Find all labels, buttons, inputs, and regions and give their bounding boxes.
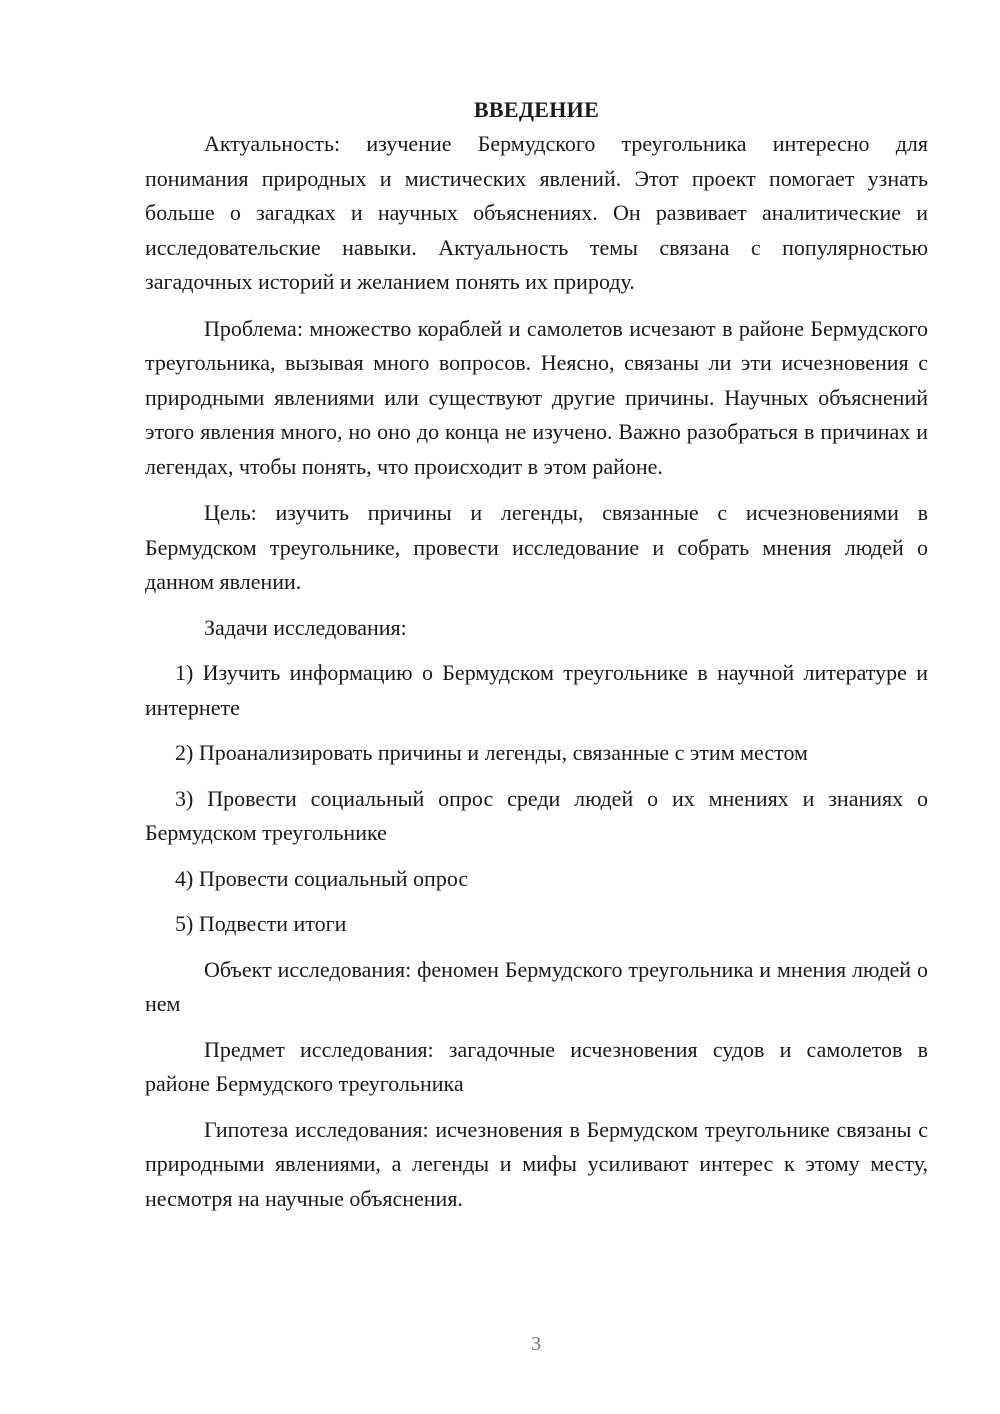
subject-paragraph: Предмет исследования: загадочные исчезновения судов и самолетов в районе Бермудского треугольника [145, 1036, 928, 1096]
object-paragraph: Объект исследования: феномен Бермудского треугольника и мнения людей о нем [145, 956, 928, 1016]
problem-paragraph: Проблема: множество кораблей и самолетов исчезают в районе Бермудского треугольника, вызывая много вопросов. Неясно, связаны ли эти исчезновения с природными явлениями или существуют другие причины. Научных объяснений этого явления много, но оно до конца не изучено. Важно разобраться в причинах и легендах, чтобы понять, что происходит в этом районе. [145, 315, 928, 479]
task-item-4: 4) Провести социальный опрос [175, 865, 469, 891]
hypothesis-paragraph: Гипотеза исследования: исчезновения в Бермудском треугольнике связаны с природными явлениями, а легенды и мифы усиливают интерес к этому месту, несмотря на научные объяснения. [145, 1116, 928, 1211]
tasks-heading: Задачи исследования: [204, 614, 407, 640]
relevance-paragraph: Актуальность: изучение Бермудского треугольника интересно для понимания природных и мистических явлений. Этот проект помогает узнать больше о загадках и научных объяснениях. Он развивает аналитические и исследовательские навыки. Актуальность темы связана с популярностью загадочных историй и желанием понять их природу. [145, 131, 928, 294]
document-page [145, 93, 928, 1216]
goal-paragraph: Цель: изучить причины и легенды, связанные с исчезновениями в Бермудском треугольнике, провести исследование и собрать мнения людей о данном явлении. [145, 500, 928, 594]
task-item-1: 1) Изучить информацию о Бермудском треугольнике в научной литературе и интернете [145, 660, 928, 720]
page-number: 3 [531, 1333, 541, 1355]
task-item-2: 2) Проанализировать причины и легенды, связанные с этим местом [175, 740, 808, 765]
task-item-5: 5) Подвести итоги [175, 911, 347, 936]
task-item-3: 3) Провести социальный опрос среди людей о их мнениях и знаниях о Бермудском треугольнике [145, 785, 928, 845]
page-title: ВВЕДЕНИЕ [473, 97, 600, 122]
